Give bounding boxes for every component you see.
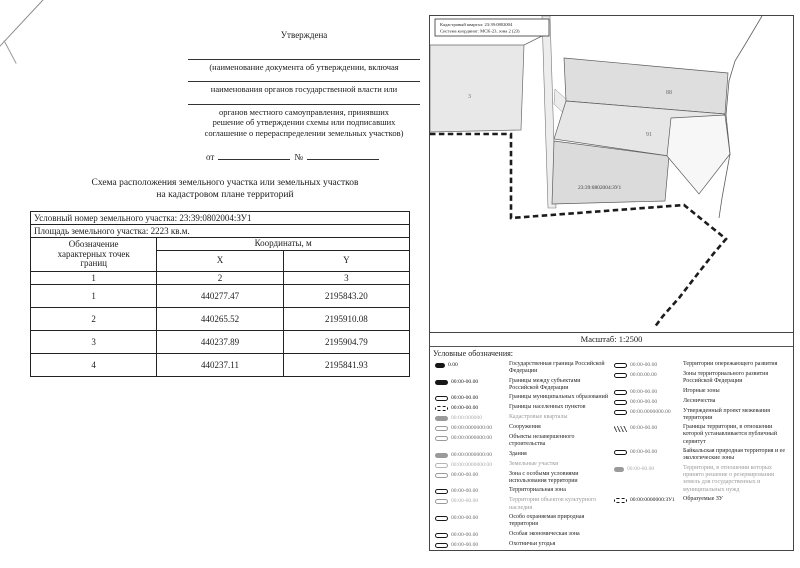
- approval-caption-3a: органов местного самоуправления, принявших: [218, 106, 390, 117]
- municipal-border-icon: [435, 396, 448, 401]
- special-conditions-zone-icon: [435, 473, 448, 478]
- legend-item-label: Здания: [509, 450, 527, 457]
- approval-caption-3b: решение об утверждении схемы или подписавших: [212, 117, 396, 127]
- legend-item-label: Байкальская природная территория и ее экологические зоны: [683, 448, 785, 462]
- protected-area-icon: [435, 516, 448, 521]
- subject-border-icon: [435, 380, 448, 385]
- legend-item-label: Границы населенных пунктов: [509, 404, 586, 411]
- approved-survey-project-icon: [614, 410, 627, 415]
- coords-header-cell: Координаты, м: [157, 238, 410, 251]
- numbering-cell-3: 3: [283, 271, 409, 284]
- legend-title: Условные обозначения:: [433, 349, 514, 358]
- coordinates-table: [30, 211, 410, 377]
- parcel-91-label: 91: [646, 132, 652, 138]
- legend-item-label: Утвержденный проект межевания территории: [683, 407, 771, 421]
- parcel-3-shape: [430, 45, 524, 132]
- legend-item: 00:00-00.00 Границы населенных пунктов: [433, 404, 612, 412]
- point-x: 440277.47: [157, 284, 283, 307]
- coordinate-system-label: Система координат: МСК-23, зона 2 (23): [440, 28, 520, 34]
- legend-item: 00:00-00.00 Охотничьи угодья: [433, 541, 612, 549]
- baikal-territory-icon: [614, 450, 627, 455]
- forestry-icon: [614, 400, 627, 405]
- legend-item: 00:00:0000000:00 Земельные участки: [433, 461, 612, 469]
- legend-item-label: Объекты незавершенного строительства: [509, 434, 575, 448]
- legend-item: 00:00-00.00 Границы между субъектами Российской Федерации: [433, 378, 612, 393]
- points-header-cell: Обозначение характерных точек границ: [31, 238, 157, 272]
- legend-item: 0.00 Государственная граница Российской Федерации: [433, 361, 612, 376]
- legend-item: 00:00.0000000.00 Утвержденный проект межевания территории: [612, 408, 791, 423]
- table-row: [31, 284, 410, 307]
- cadastral-map-svg: [430, 16, 793, 332]
- area-cell: Площадь земельного участка: 2223 кв.м.: [31, 225, 410, 238]
- date-number-line: [188, 150, 420, 163]
- number-blank: [307, 150, 379, 160]
- settlement-border-icon: [435, 406, 448, 411]
- x-header-cell: X: [157, 250, 283, 271]
- scale-label: Масштаб: 1:2500: [430, 333, 793, 347]
- scheme-sheet: [429, 15, 794, 551]
- document-title-line1: Схема расположения земельного участка или земельных участков: [91, 178, 359, 188]
- approval-caption-3: [188, 107, 420, 139]
- formed-plot-icon: [614, 498, 627, 503]
- cultural-heritage-icon: [435, 499, 448, 504]
- legend-item-label: Особо охраняемая природная территория: [509, 513, 585, 528]
- table-row: [31, 353, 410, 376]
- legend-item: 00:00:0000000:00 Здания: [433, 451, 612, 459]
- legend-item-label: Границы территории, в отношении которой устанавливается публичный сервитут: [683, 424, 778, 445]
- point-number: 2: [31, 307, 157, 330]
- legend-item-label: Территории опережающего развития: [683, 361, 778, 367]
- legend-item: 00:00-00.00 Территориальная зона: [433, 487, 612, 495]
- point-y: 2195843.20: [283, 284, 409, 307]
- land-reservation-icon: [614, 467, 624, 472]
- signature-rule: [188, 104, 420, 105]
- from-label: от: [206, 152, 215, 162]
- east-parcel-shape: [667, 115, 730, 194]
- legend-item: 00:00-00.00 Территории объектов культурного наследия: [433, 497, 612, 512]
- legend-item-label: Сооружения: [509, 424, 541, 431]
- territorial-zone-icon: [435, 489, 448, 494]
- coordinates-table-wrap: [30, 211, 410, 377]
- legend-item-label: Территории объектов культурного наследия: [509, 497, 597, 511]
- gambling-zone-icon: [614, 390, 627, 395]
- legend-item-label: Охотничьи угодья: [509, 540, 556, 547]
- cadastral-map: [430, 16, 793, 333]
- legend-item-label: Границы между субъектами Российской Федерации: [509, 377, 581, 391]
- table-row: [31, 330, 410, 353]
- advanced-development-icon: [614, 363, 627, 368]
- state-border-icon: [435, 363, 445, 368]
- construction-icon: [435, 426, 448, 431]
- legend-item: 00:00-00.00 Границы территории, в отношении которой устанавливается публичный сервитут: [612, 424, 791, 446]
- table-row: [31, 307, 410, 330]
- parcel-zu1-label: 23:39:0802004:ЗУ1: [578, 185, 622, 191]
- hunting-grounds-icon: [435, 543, 448, 548]
- cadastral-quarter-label: Кадастровый квартал: 23:39:0802004: [440, 22, 513, 27]
- legend-grid: [433, 361, 791, 549]
- numbering-cell-2: 2: [157, 271, 283, 284]
- table-row-area: [31, 225, 410, 238]
- land-parcel-icon: [435, 463, 448, 468]
- cadastral-number-cell: Условный номер земельного участка: 23:39:0802004:ЗУ1: [31, 212, 410, 225]
- parcel-88-label: 88: [666, 90, 672, 96]
- point-y: 2195910.08: [283, 307, 409, 330]
- legend-item: 00:00-00.00 Игорные зоны: [612, 388, 791, 396]
- numbering-cell-1: 1: [31, 271, 157, 284]
- point-number: 3: [31, 330, 157, 353]
- number-label: №: [294, 152, 303, 162]
- point-y: 2195841.93: [283, 353, 409, 376]
- legend-item-label: Игорные зоны: [683, 387, 720, 394]
- legend-item-label: Границы муниципальных образований: [509, 394, 609, 401]
- building-icon: [435, 453, 448, 458]
- legend-item: 00:00:0000000:00 Сооружения: [433, 424, 612, 432]
- table-header-row: [31, 238, 410, 251]
- point-x: 440237.11: [157, 353, 283, 376]
- approval-caption-3c: соглашение о перераспределении земельных участков): [204, 127, 404, 138]
- legend-item: 00:00-00.00 Территории опережающего развития: [612, 361, 791, 369]
- economic-zone-icon: [435, 533, 448, 538]
- legend-item: 00:00-00.00 Байкальская природная территория и ее экологические зоны: [612, 448, 791, 463]
- legend-item-label: Территориальная зона: [509, 487, 566, 494]
- legend-column-left: [433, 361, 612, 549]
- point-x: 440237.89: [157, 330, 283, 353]
- signature-rule: [188, 81, 420, 82]
- signature-rule: [188, 59, 420, 60]
- legend-item-label: Территории, в отношении которых принято решение о резервировании земель для государственных и муниципальных нужд: [683, 464, 775, 493]
- legend-item: 00:00:0000000:00 Объекты незавершенного строительства: [433, 434, 612, 449]
- legend-item: 00:00-00.00 Границы муниципальных образований: [433, 394, 612, 402]
- approval-caption-2: наименования органов государственной власти или: [210, 84, 398, 94]
- legend-item-label: Образуемые ЗУ: [683, 495, 723, 502]
- legend-item-label: Зоны территориального развития Российской Федерации: [683, 371, 769, 385]
- legend-item-label: Земельные участки: [509, 460, 559, 467]
- legend-item-label: Особая экономическая зона: [509, 530, 580, 537]
- legend-item-label: Кадастровые кварталы: [509, 414, 568, 421]
- legend-item: 00:00-00.00 Лесничества: [612, 398, 791, 406]
- legend-column-right: [612, 361, 791, 549]
- approval-block: [188, 30, 420, 163]
- parcel-3-label: 3: [468, 94, 471, 100]
- legend-item: 00:00:000000 Кадастровые кварталы: [433, 414, 612, 422]
- legend-item: 00:00-00.00 Территории, в отношении которых принято решение о резервировании земель для государственных и муниципальных нужд: [612, 465, 791, 494]
- legend-item-label: Государственная граница Российской Федерации: [509, 361, 605, 375]
- public-easement-icon: [614, 426, 627, 432]
- y-header-cell: Y: [283, 250, 409, 271]
- legend: [430, 347, 793, 549]
- document-title-line2: на кадастровом плане территорий: [156, 189, 294, 200]
- legend-item-label: Зона с особыми условиями использования территории: [509, 470, 579, 485]
- unfinished-construction-icon: [435, 436, 448, 441]
- cadastral-quarter-icon: [435, 416, 448, 421]
- date-blank: [218, 150, 290, 160]
- scan-fold-artifact-2: [4, 40, 17, 63]
- legend-item: 00:00-00.00 Особо охраняемая природная территория: [433, 514, 612, 529]
- approved-label: Утверждена: [280, 30, 328, 40]
- table-row-cadastral: [31, 212, 410, 225]
- document-title: [30, 178, 420, 201]
- legend-item: 00:00:0000000:ЗУ1 Образуемые ЗУ: [612, 496, 791, 504]
- territorial-development-icon: [614, 373, 627, 378]
- point-x: 440265.52: [157, 307, 283, 330]
- point-number: 4: [31, 353, 157, 376]
- point-y: 2195904.79: [283, 330, 409, 353]
- point-number: 1: [31, 284, 157, 307]
- legend-item: 00:00.00.00 Зоны территориального развития Российской Федерации: [612, 371, 791, 386]
- approval-caption-1: (наименование документа об утверждении, включая: [209, 61, 399, 72]
- table-numbering-row: [31, 271, 410, 284]
- legend-item: 00:00-00.00 Особая экономическая зона: [433, 531, 612, 539]
- legend-item-label: Лесничества: [683, 397, 716, 404]
- legend-item: 00:00-00.00 Зона с особыми условиями использования территории: [433, 471, 612, 486]
